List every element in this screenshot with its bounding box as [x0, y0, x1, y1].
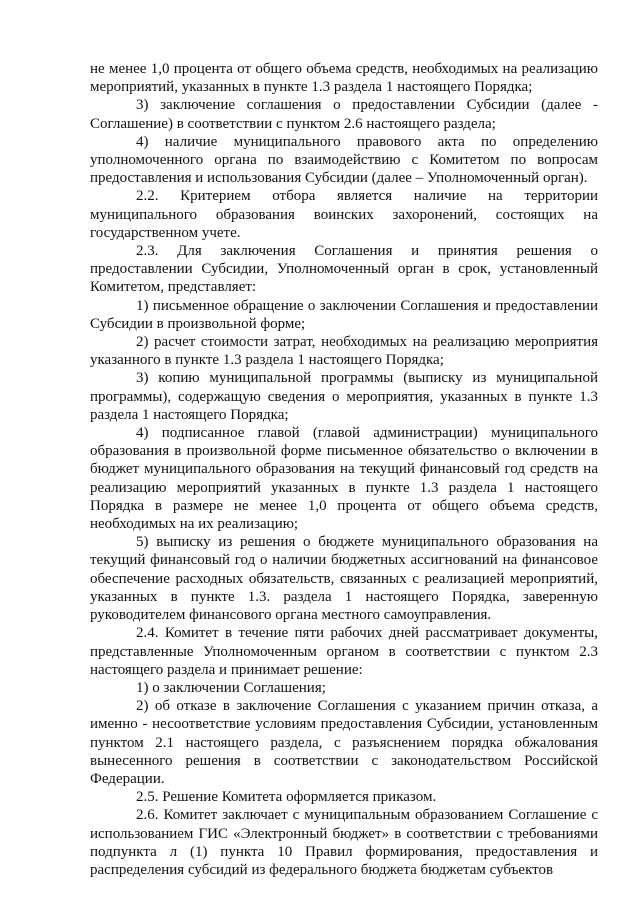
- document-page: [90, 60, 598, 879]
- paragraph-2-4-item-2: 2) об отказе в заключение Соглашения с указанием причин отказа, а именно - несоответствие условиям предоставления Субсидии, установленным пунктом 2.1 настоящего раздела, с разъяснением порядка обжалования вынесенного решения в соответствии с законодательством Российской Федерации.: [90, 698, 598, 787]
- paragraph-continuation: не менее 1,0 процента от общего объема средств, необходимых на реализацию мероприятий, указанных в пункте 1.3 раздела 1 настоящего Порядка;: [90, 61, 598, 96]
- paragraph-item-3: 3) заключение соглашения о предоставлении Субсидии (далее - Соглашение) в соответствии с пунктом 2.6 настоящего раздела;: [90, 97, 598, 132]
- paragraph-2-3-item-3: 3) копию муниципальной программы (выписку из муниципальной программы), содержащую сведения о мероприятия, указанных в пункте 1.3 раздела 1 настоящего Порядка;: [90, 370, 598, 423]
- paragraph-2-4: 2.4. Комитет в течение пяти рабочих дней рассматривает документы, представленные Уполномоченным органом в соответствии с пунктом 2.3 настоящего раздела и принимает решение:: [90, 625, 598, 678]
- paragraph-item-4: 4) наличие муниципального правового акта по определению уполномоченного органа по взаимодействию с Комитетом по вопросам предоставления и использования Субсидии (далее – Уполномоченный орган).: [90, 133, 598, 187]
- paragraph-2-3-item-1: 1) письменное обращение о заключении Соглашения и предоставлении Субсидии в произвольной форме;: [90, 297, 598, 332]
- paragraph-2-6: 2.6. Комитет заключает с муниципальным образованием Соглашение с использованием ГИС «Электронный бюджет» в соответствии с требованиями подпункта л (1) пункта 10 Правил формирования, предоставления и распределения субсидий из федерального бюджета бюджетам субъектов: [90, 807, 598, 878]
- paragraph-2-5: 2.5. Решение Комитета оформляется приказом.: [136, 789, 437, 806]
- paragraph-2-2: 2.2. Критерием отбора является наличие на территории муниципального образования воинских захоронений, состоящих на государственном учете.: [90, 188, 598, 241]
- paragraph-2-3-item-4: 4) подписанное главой (главой администрации) муниципального образования в произвольной форме письменное обязательство о включении в бюджет муниципального образования на текущий финансовый год средств на реализацию мероприятий указанных в пункте 1.3 раздела 1 настоящего Порядка в размере не менее 1,0 процента от общего объема средств, необходимых на их реализацию;: [90, 425, 598, 533]
- paragraph-2-3-item-2: 2) расчет стоимости затрат, необходимых на реализацию мероприятия указанного в пункте 1.3 раздела 1 настоящего Порядка;: [90, 334, 598, 369]
- paragraph-2-3-item-5: 5) выписку из решения о бюджете муниципального образования на текущий финансовый год о наличии бюджетных ассигнований на финансовое обеспечение расходных обязательств, связанных с реализацией мероприятий, указанных в пункте 1.3. раздела 1 настоящего Порядка, заверенную руководителем финансового органа местного самоуправления.: [90, 534, 598, 624]
- paragraph-2-4-item-1: 1) о заключении Соглашения;: [136, 679, 326, 696]
- paragraph-2-3: 2.3. Для заключения Соглашения и принятия решения о предоставлении Субсидии, Уполномоченный орган в срок, установленный Комитетом, представляет:: [90, 243, 598, 296]
